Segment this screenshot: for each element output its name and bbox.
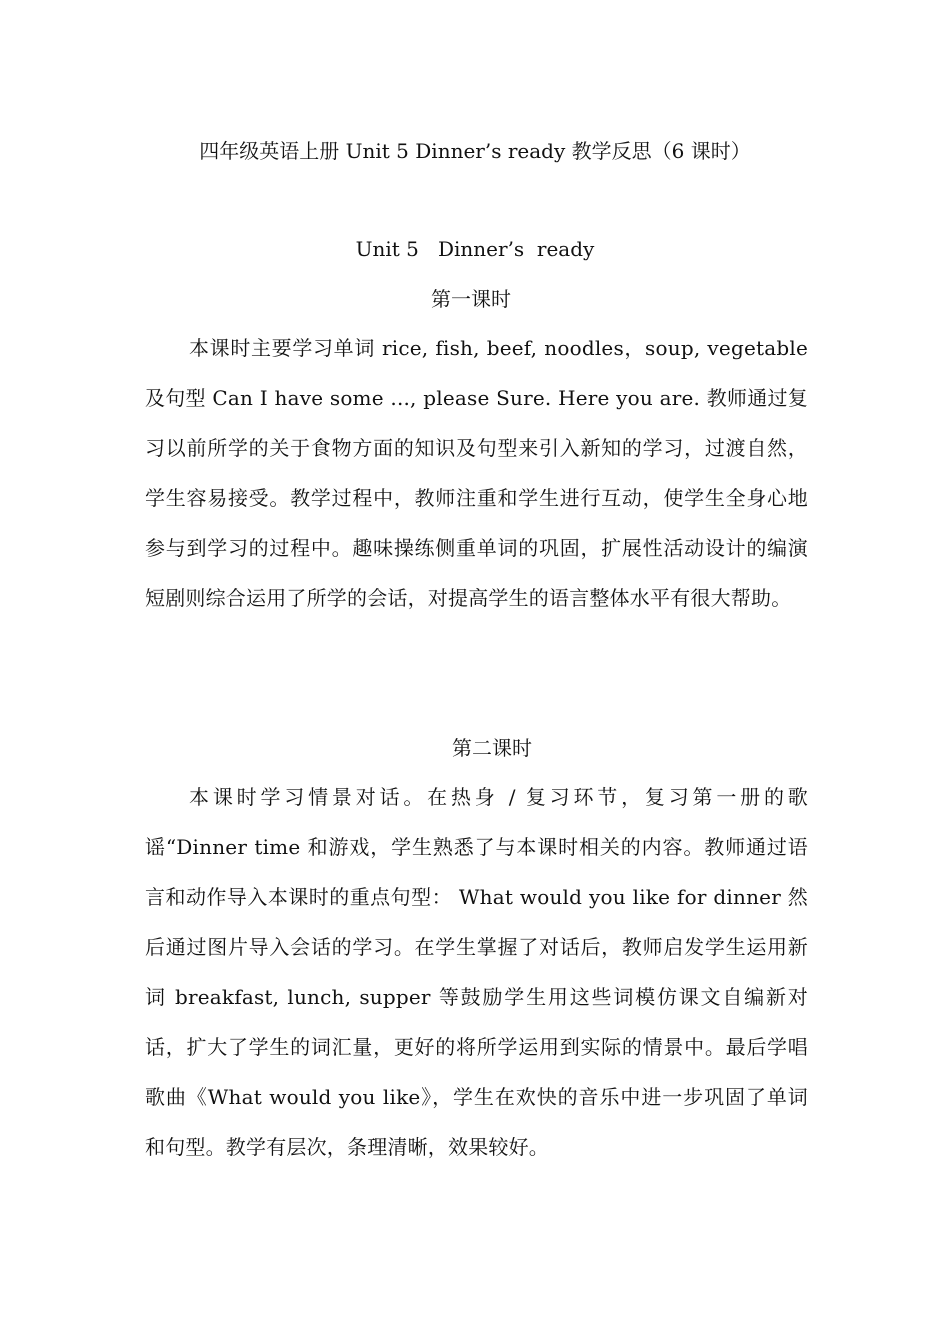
lesson-2-heading: 第二课时 [452, 736, 532, 760]
lesson-1-paragraph: 本课时主要学习单词 rice, fish, beef, noodles，soup, vegetable 及句型 Can I have some ..., please Sure. Here you are. 教师通过复习以前所学的关于食物方面的知识及句型来引入新知的学习，过渡自然，学生容易接受。教学过程中，教师注重和学生进行互动，使学生全身心地参与到学习的过程中。趣味操练侧重单词的巩固，扩展性活动设计的编演短剧则综合运用了所学的会话，对提高学生的语言整体水平有很大帮助。 [145, 336, 808, 610]
lesson-2-paragraph: 本课时学习情景对话。在热身 / 复习环节，复习第一册的歌谣“Dinner time 和游戏，学生熟悉了与本课时相关的内容。教师通过语言和动作导入本课时的重点句型： What would you like for dinner 然后通过图片导入会话的学习。在学生掌握了对话后，教师启发学生运用新词 breakfast, lunch, supper 等鼓励学生用这些词模仿课文自编新对话，扩大了学生的词汇量，更好的将所学运用到实际的情景中。最后学唱歌曲《What would you like》，学生在欢快的音乐中进一步巩固了单词和句型。教学有层次，条理清晰，效果较好。 [145, 785, 808, 1159]
document-title: 四年级英语上册 Unit 5 Dinner’s ready 教学反思（6 课时） [199, 139, 751, 163]
unit-heading: Unit 5 Dinner’s ready [355, 237, 595, 261]
lesson-1-heading: 第一课时 [431, 287, 511, 311]
